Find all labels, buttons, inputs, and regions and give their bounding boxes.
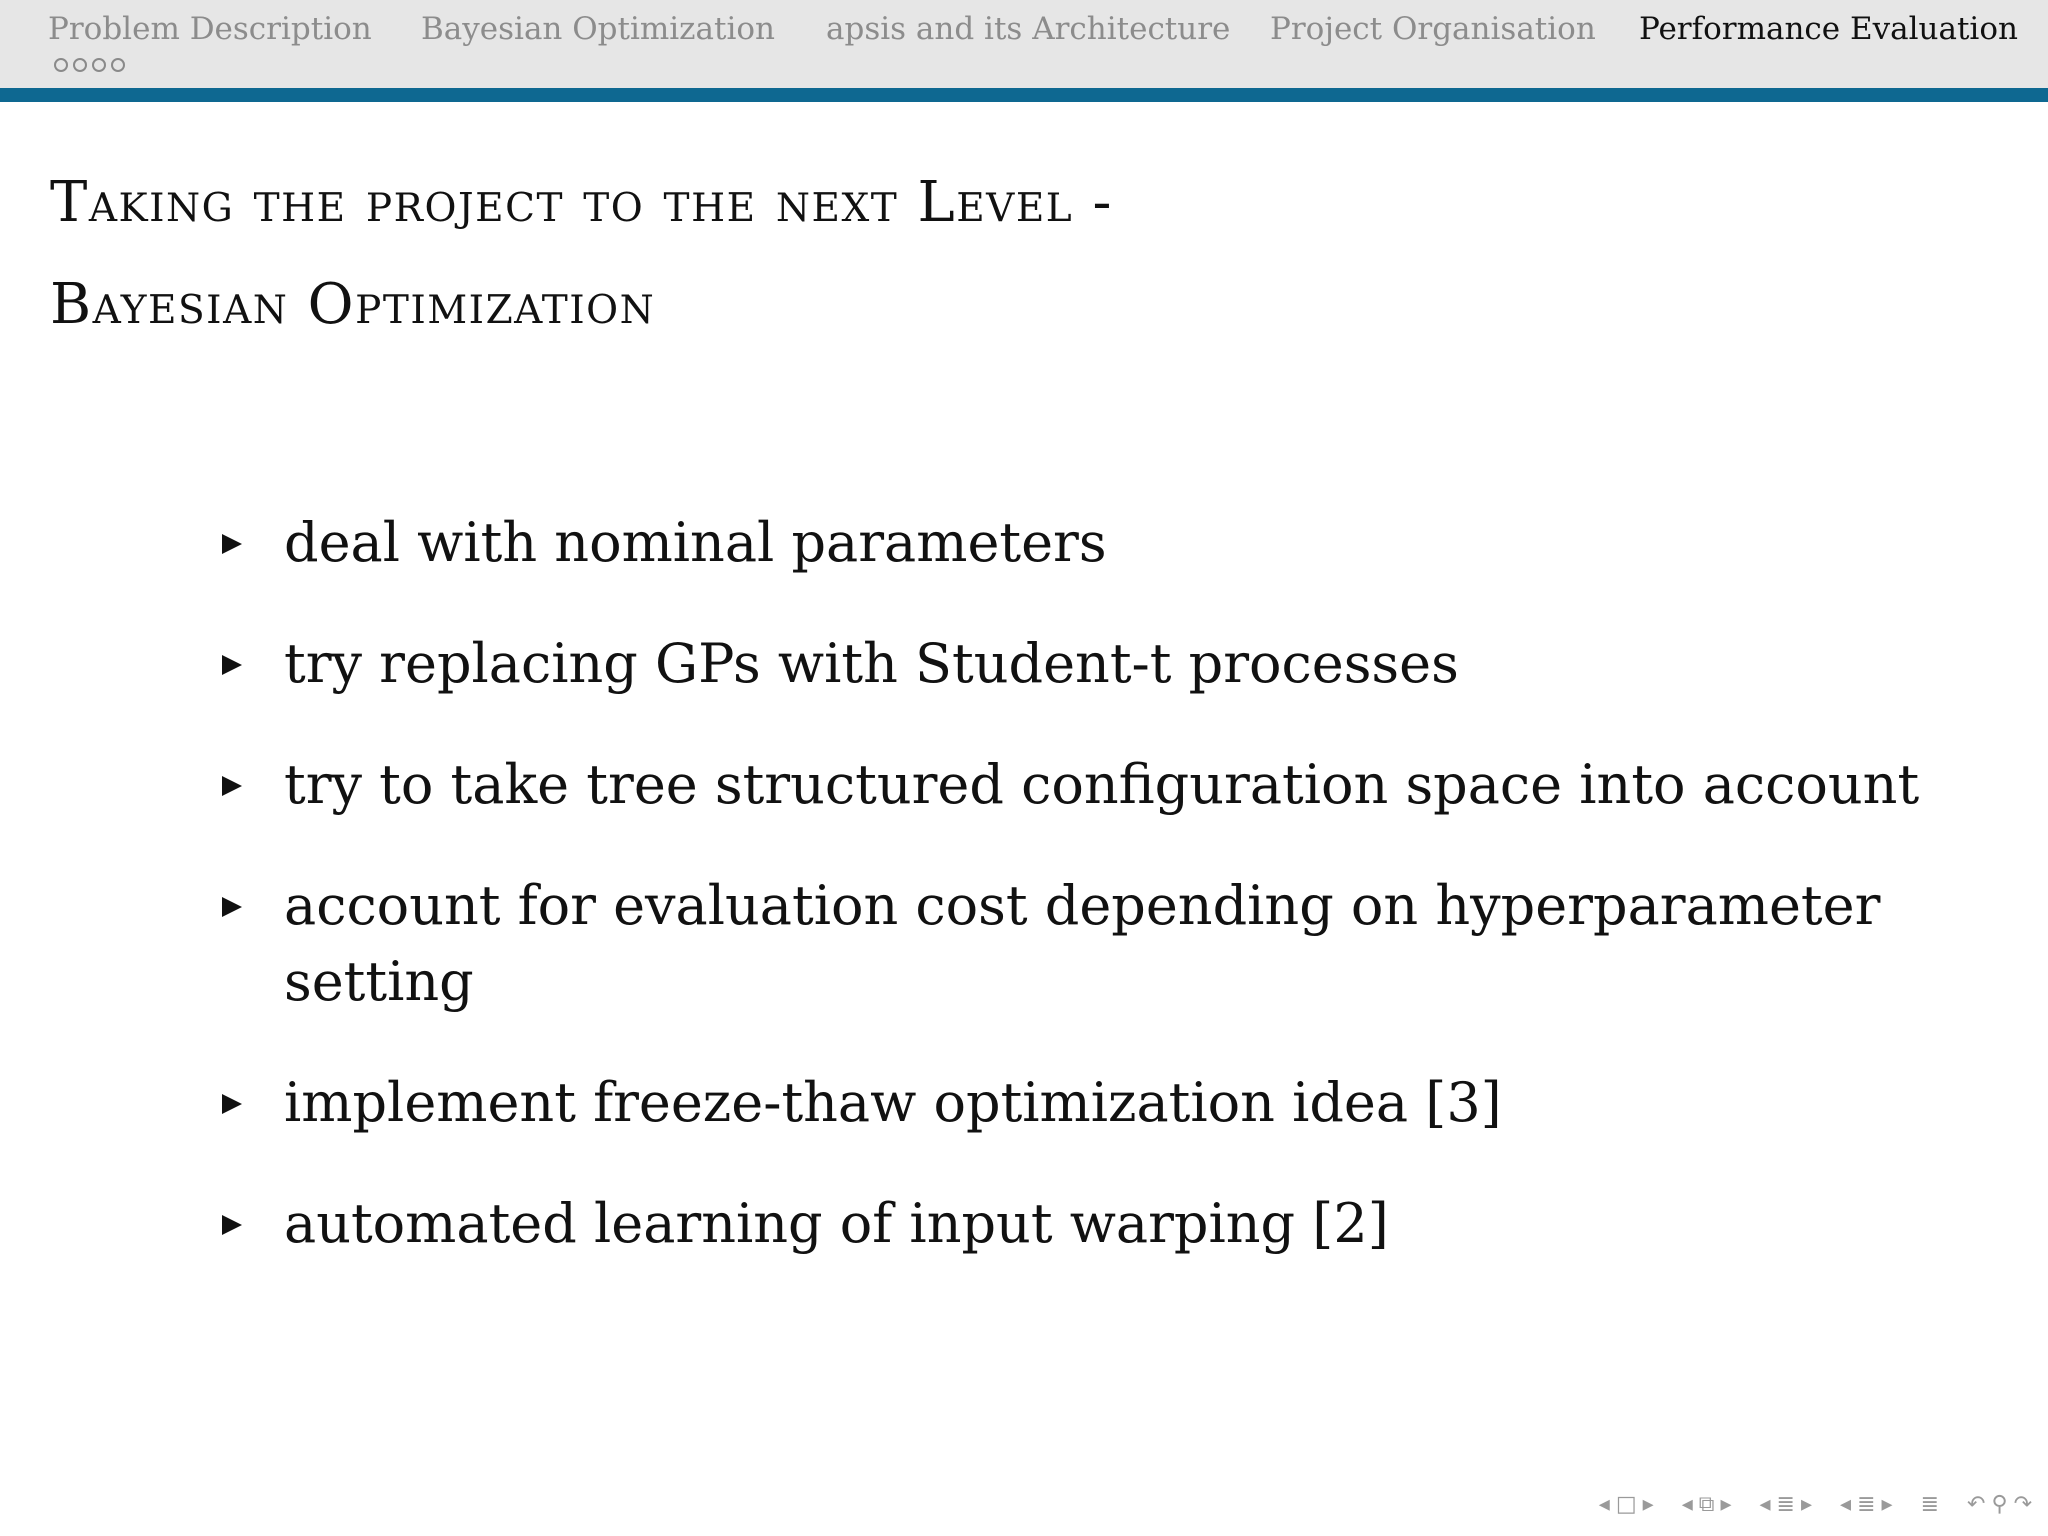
header-bar xyxy=(0,0,2048,88)
slide-title xyxy=(50,152,1950,356)
slide-progress-dots xyxy=(54,58,125,78)
outline-icon[interactable]: ≣ xyxy=(1920,1492,1939,1517)
forward-icon[interactable]: ↷ xyxy=(2013,1492,2032,1517)
beamer-navigation-controls xyxy=(1599,1490,2032,1520)
bullet-text: implement freeze-thaw optimization idea [3] xyxy=(284,1071,1502,1134)
subsection-icon[interactable]: ≣ xyxy=(1776,1492,1795,1517)
slide-dot[interactable] xyxy=(73,58,87,72)
back-icon[interactable]: ↶ xyxy=(1967,1492,1986,1517)
bullet-item xyxy=(218,626,1958,702)
bullet-list xyxy=(218,505,1958,1307)
slide-dot[interactable] xyxy=(111,58,125,72)
nav-section-project-organisation[interactable]: Project Organisation xyxy=(1270,11,1596,47)
next-slide-icon[interactable]: ▸ xyxy=(1642,1492,1654,1517)
bullet-text: deal with nominal parameters xyxy=(284,511,1107,574)
prev-subsection-icon[interactable]: ◂ xyxy=(1759,1492,1771,1517)
nav-section-bayesian-optimization[interactable]: Bayesian Optimization xyxy=(421,11,776,47)
slide-icon[interactable]: □ xyxy=(1615,1492,1637,1517)
prev-section-icon[interactable]: ◂ xyxy=(1840,1492,1852,1517)
bullet-text: try replacing GPs with Student-t processes xyxy=(284,632,1459,695)
bullet-item xyxy=(218,868,1958,1020)
triangle-bullet-icon xyxy=(222,655,242,675)
prev-slide-icon[interactable]: ◂ xyxy=(1598,1492,1610,1517)
section-icon[interactable]: ≣ xyxy=(1857,1492,1876,1517)
bullet-text: automated learning of input warping [2] xyxy=(284,1192,1389,1255)
slide-dot[interactable] xyxy=(54,58,68,72)
triangle-bullet-icon xyxy=(222,1215,242,1235)
next-frame-icon[interactable]: ▸ xyxy=(1720,1492,1732,1517)
slide-dot[interactable] xyxy=(92,58,106,72)
nav-section-performance-evaluation[interactable]: Performance Evaluation xyxy=(1639,11,2018,47)
nav-section-apsis-architecture[interactable]: apsis and its Architecture xyxy=(826,11,1231,47)
next-section-icon[interactable]: ▸ xyxy=(1881,1492,1893,1517)
header-accent-rule xyxy=(0,88,2048,102)
bullet-item xyxy=(218,747,1958,823)
triangle-bullet-icon xyxy=(222,897,242,917)
bullet-item xyxy=(218,1186,1958,1262)
slide-title-line1: Taking the project to the next Level - xyxy=(50,170,1113,235)
bullet-text: try to take tree structured configuration space into account xyxy=(284,753,1920,816)
triangle-bullet-icon xyxy=(222,534,242,554)
bullet-item xyxy=(218,505,1958,581)
next-subsection-icon[interactable]: ▸ xyxy=(1800,1492,1813,1517)
triangle-bullet-icon xyxy=(222,1094,242,1114)
bullet-text: account for evaluation cost depending on hyperparameter setting xyxy=(284,874,1881,1013)
frame-icon[interactable]: ⧉ xyxy=(1698,1492,1715,1517)
bullet-item xyxy=(218,1065,1958,1141)
slide-title-line2: Bayesian Optimization xyxy=(50,272,656,337)
triangle-bullet-icon xyxy=(222,776,242,796)
search-icon[interactable]: ⚲ xyxy=(1991,1492,2008,1517)
nav-section-problem-description[interactable]: Problem Description xyxy=(48,11,372,47)
prev-frame-icon[interactable]: ◂ xyxy=(1681,1492,1693,1517)
